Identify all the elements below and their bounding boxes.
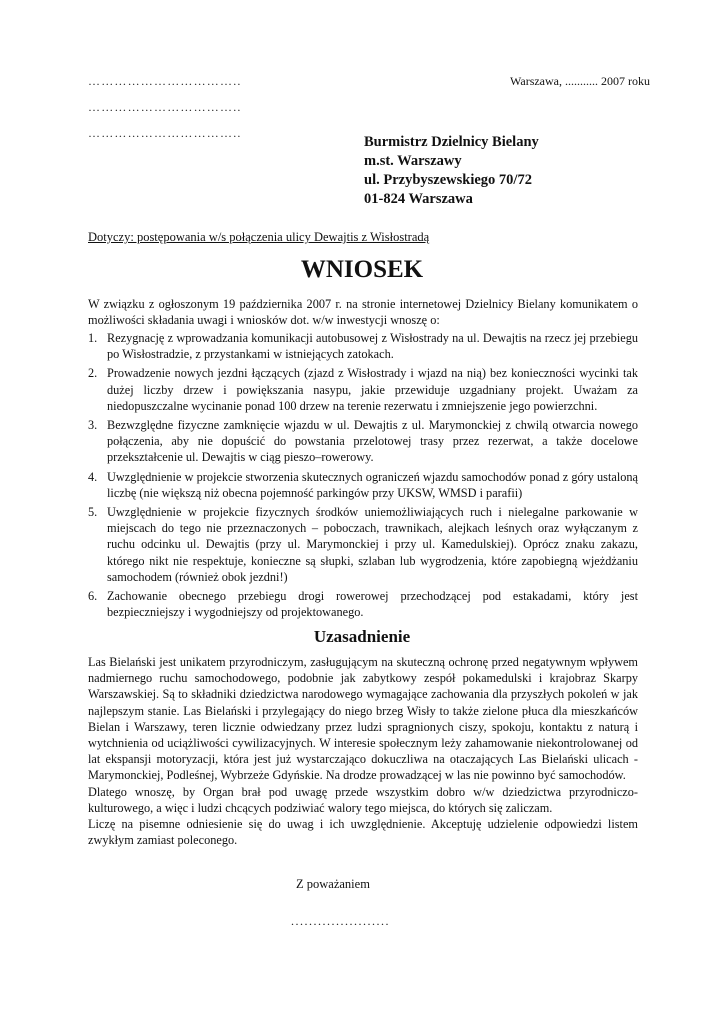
- request-item: [88, 330, 638, 362]
- request-text: Bezwzględne fizyczne zamknięcie wjazdu w ul. Dewajtis z ul. Marymonckiej z chwilą otwarcia nowego połączenia, aby nie dopuścić do powstania przelotowej trasy przez rezerwat, a także docelowe przekształcenie ul. Dewajtis w ciąg pieszo–rowerowy.: [107, 418, 638, 465]
- request-number: 1.: [88, 331, 98, 345]
- sender-line-3: ……………………………..: [88, 126, 242, 140]
- request-number: 4.: [88, 469, 98, 484]
- request-number: 2.: [88, 366, 98, 381]
- request-item: [88, 417, 638, 466]
- request-item: [88, 504, 638, 585]
- closing-salutation: Z poważaniem: [296, 877, 370, 891]
- justification-body: [88, 654, 638, 848]
- addressee-line: m.st. Warszawy: [364, 153, 462, 169]
- addressee-line: ul. Przybyszewskiego 70/72: [364, 172, 532, 188]
- justification-paragraph: Las Bielański jest unikatem przyrodniczym, zasługującym na skuteczną ochronę przed negatywnym wpływem nadmiernego ruchu samochodowego, podobnie jak zabytkowy zespół pokamedulski i krajobraz Skarpy Warszawskiej. Są to składniki dziedzictwa narodowego wymagające zachowania dla przyszłych pokoleń w jak najlepszym stanie. Las Bielański i przylegający do niego brzeg Wisły to także zielone płuca dla mieszkańców Bielan i Warszawy, teren licznie odwiedzany przez ludzi spragnionych ciszy, spokoju, kontaktu z naturą i wytchnienia od uciążliwości cywilizacyjnych. W interesie społecznym leży zahamowanie niekontrolowanej od lat ekspansji motoryzacji, która jest już wystarczająco dokuczliwa na otaczających Las Bielański ulicach - Marymonckiej, Podleśnej, Wybrzeże Gdyńskie. Na drodze prowadzącej w las nie powinno być samochodów.: [88, 655, 638, 783]
- requests-list: [88, 330, 638, 623]
- addressee-block: [364, 133, 539, 209]
- sender-line-2: ……………………………..: [88, 100, 242, 114]
- addressee-line: 01-824 Warszawa: [364, 191, 473, 207]
- request-number: 3.: [88, 418, 98, 433]
- justification-paragraph: Dlatego wnoszę, by Organ brał pod uwagę przede wszystkim dobro w/w dziedzictwa przyrodniczo-kulturowego, a więc i ludzi chcących podziwiać walory tego miejsca, do których się zaliczam.: [88, 784, 638, 815]
- subject-line: Dotyczy: postępowania w/s połączenia ulicy Dewajtis z Wisłostradą: [88, 230, 430, 244]
- request-text: Uwzględnienie w projekcie fizycznych środków uniemożliwiających ruch i nielegalne parkowanie w miejscach do tego nie przeznaczonych – poboczach, trawnikach, alejkach leśnych oraz wyłączanym z ruchu odcinku ul. Dewajtis (przy ul. Marymonckiej i przy ul. Kamedulskiej). Oprócz znaku zakazu, którego nikt nie respektuje, konieczne są słupki, szlaban lub wygrodzenia, które zapobiegną wjeżdżaniu samochodem (również obok jezdni!): [107, 505, 638, 584]
- document-title: WNIOSEK: [300, 256, 424, 283]
- request-text: Uwzględnienie w projekcie stworzenia skutecznych ograniczeń wjazdu samochodów ponad z góry ustaloną liczbę (nie większą niż obecna pojemność parkingów przy UKSW, WMSD i parafii): [107, 469, 638, 500]
- request-text: Rezygnację z wprowadzania komunikacji autobusowej z Wisłostrady na ul. Dewajtis na rzecz jej przebiegu po Wisłostradzie, z przystankami w istniejących zatokach.: [107, 331, 638, 362]
- request-text: Prowadzenie nowych jezdni łączących (zjazd z Wisłostrady i wjazd na nią) bez konieczności wycinki tak dużej liczby drzew i powiększania nasypu, jakie przewiduje uzgadniany projekt. Uważam za niedopuszczalne wycinanie ponad 100 drzew na terenie rezerwatu i zmniejszenie jego powierzchni.: [107, 366, 638, 413]
- sender-line-1: ……………………………..: [88, 74, 242, 88]
- addressee-line: Burmistrz Dzielnicy Bielany: [364, 134, 539, 150]
- intro-paragraph: W związku z ogłoszonym 19 października 2007 r. na stronie internetowej Dzielnicy Bielany komunikatem o możliwości składania uwagi i wniosków dot. w/w inwestycji wnoszę o:: [88, 297, 638, 328]
- request-item: [88, 365, 638, 414]
- request-number: 5.: [88, 505, 98, 520]
- justification-paragraph: Liczę na pisemne odniesienie się do uwag i ich uwzględnienie. Akceptuję udzielenie odpowiedzi listem zwykłym zamiast poleconego.: [88, 817, 638, 848]
- request-item: [88, 588, 638, 620]
- request-number: 6.: [88, 589, 98, 604]
- justification-heading: Uzasadnienie: [313, 627, 411, 646]
- place-date: Warszawa, ........... 2007 roku: [510, 74, 650, 88]
- request-item: [88, 469, 638, 501]
- request-text: Zachowanie obecnego przebiegu drogi rowerowej przechodzącej pod estakadami, który jest bezpieczniejszy i wygodniejszy od projektowanego.: [107, 589, 638, 620]
- signature-line: ......................: [291, 914, 390, 928]
